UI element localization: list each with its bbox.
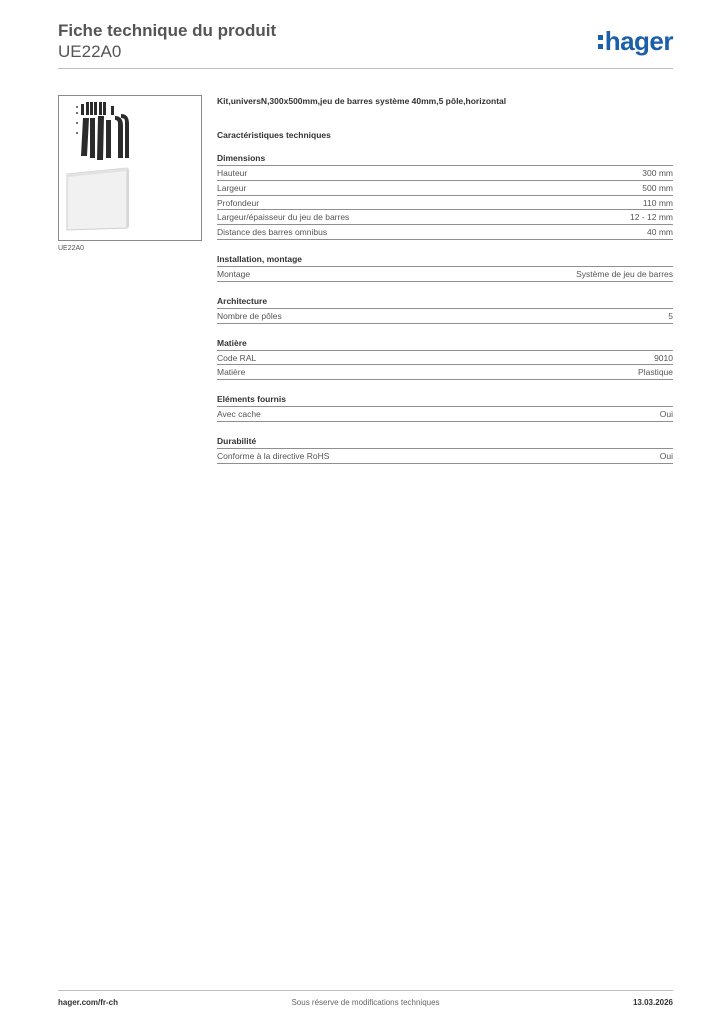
section-title: Matière bbox=[217, 338, 673, 351]
spec-label: Profondeur bbox=[217, 197, 260, 208]
spec-value: Système de jeu de barres bbox=[576, 268, 673, 279]
spec-value: 40 mm bbox=[647, 227, 673, 238]
spec-row bbox=[217, 351, 673, 366]
spec-value: Oui bbox=[659, 450, 673, 461]
product-reference: UE22A0 bbox=[58, 42, 122, 61]
spec-row bbox=[217, 267, 673, 282]
spec-row bbox=[217, 365, 673, 380]
spec-section bbox=[217, 394, 673, 422]
product-image bbox=[58, 95, 202, 241]
spec-value: 300 mm bbox=[642, 168, 673, 178]
spec-section bbox=[217, 153, 673, 240]
spec-label: Largeur bbox=[217, 182, 247, 193]
spec-row bbox=[217, 225, 673, 240]
spec-label: Largeur/épaisseur du jeu de barres bbox=[217, 212, 350, 223]
product-description: Kit,universN,300x500mm,jeu de barres système 40mm,5 pôle,horizontal bbox=[217, 96, 507, 106]
logo-text: hager bbox=[604, 26, 673, 56]
hager-logo[interactable] bbox=[598, 26, 673, 57]
spec-section bbox=[217, 254, 673, 282]
page-header bbox=[58, 20, 673, 70]
spec-row bbox=[217, 309, 673, 324]
document-title: Fiche technique du produit bbox=[58, 21, 277, 40]
spec-value: 12 - 12 mm bbox=[630, 212, 673, 223]
spec-row bbox=[217, 196, 673, 211]
footer-disclaimer: Sous réserve de modifications techniques bbox=[291, 998, 440, 1007]
page-footer bbox=[58, 998, 673, 1010]
footer-website-link[interactable]: hager.com/fr-ch bbox=[58, 998, 119, 1007]
spec-row bbox=[217, 181, 673, 196]
tech-specs-heading: Caractéristiques techniques bbox=[217, 130, 331, 140]
footer-divider bbox=[58, 990, 673, 991]
product-details bbox=[217, 95, 673, 464]
spec-value: 110 mm bbox=[642, 197, 673, 208]
spec-row bbox=[217, 449, 673, 464]
spec-label: Montage bbox=[217, 268, 251, 279]
image-caption: UE22A0 bbox=[58, 245, 85, 252]
spec-label: Nombre de pôles bbox=[217, 310, 282, 321]
spec-sections bbox=[217, 153, 673, 464]
section-title: Eléments fournis bbox=[217, 394, 673, 407]
spec-label: Distance des barres omnibus bbox=[217, 227, 328, 238]
spec-section bbox=[217, 338, 673, 381]
spec-section bbox=[217, 436, 673, 464]
logo-dots-icon bbox=[598, 35, 603, 49]
spec-value: 500 mm bbox=[642, 182, 673, 193]
spec-section bbox=[217, 296, 673, 324]
section-title: Installation, montage bbox=[217, 254, 673, 267]
section-title: Architecture bbox=[217, 296, 673, 309]
spec-value: 9010 bbox=[654, 352, 673, 363]
section-title: Dimensions bbox=[217, 153, 673, 166]
spec-value: Plastique bbox=[638, 367, 673, 378]
spec-row bbox=[217, 407, 673, 422]
section-title: Durabilité bbox=[217, 436, 673, 449]
product-kit-illustration bbox=[59, 96, 201, 240]
spec-label: Code RAL bbox=[217, 352, 257, 363]
spec-value: Oui bbox=[659, 409, 673, 420]
spec-label: Hauteur bbox=[217, 168, 248, 178]
spec-value: 5 bbox=[668, 310, 673, 321]
spec-label: Avec cache bbox=[217, 409, 261, 420]
spec-label: Conforme à la directive RoHS bbox=[217, 450, 330, 461]
header-divider bbox=[58, 68, 673, 69]
spec-label: Matière bbox=[217, 367, 246, 378]
spec-row bbox=[217, 210, 673, 225]
spec-row bbox=[217, 166, 673, 181]
footer-date: 13.03.2026 bbox=[632, 998, 673, 1007]
